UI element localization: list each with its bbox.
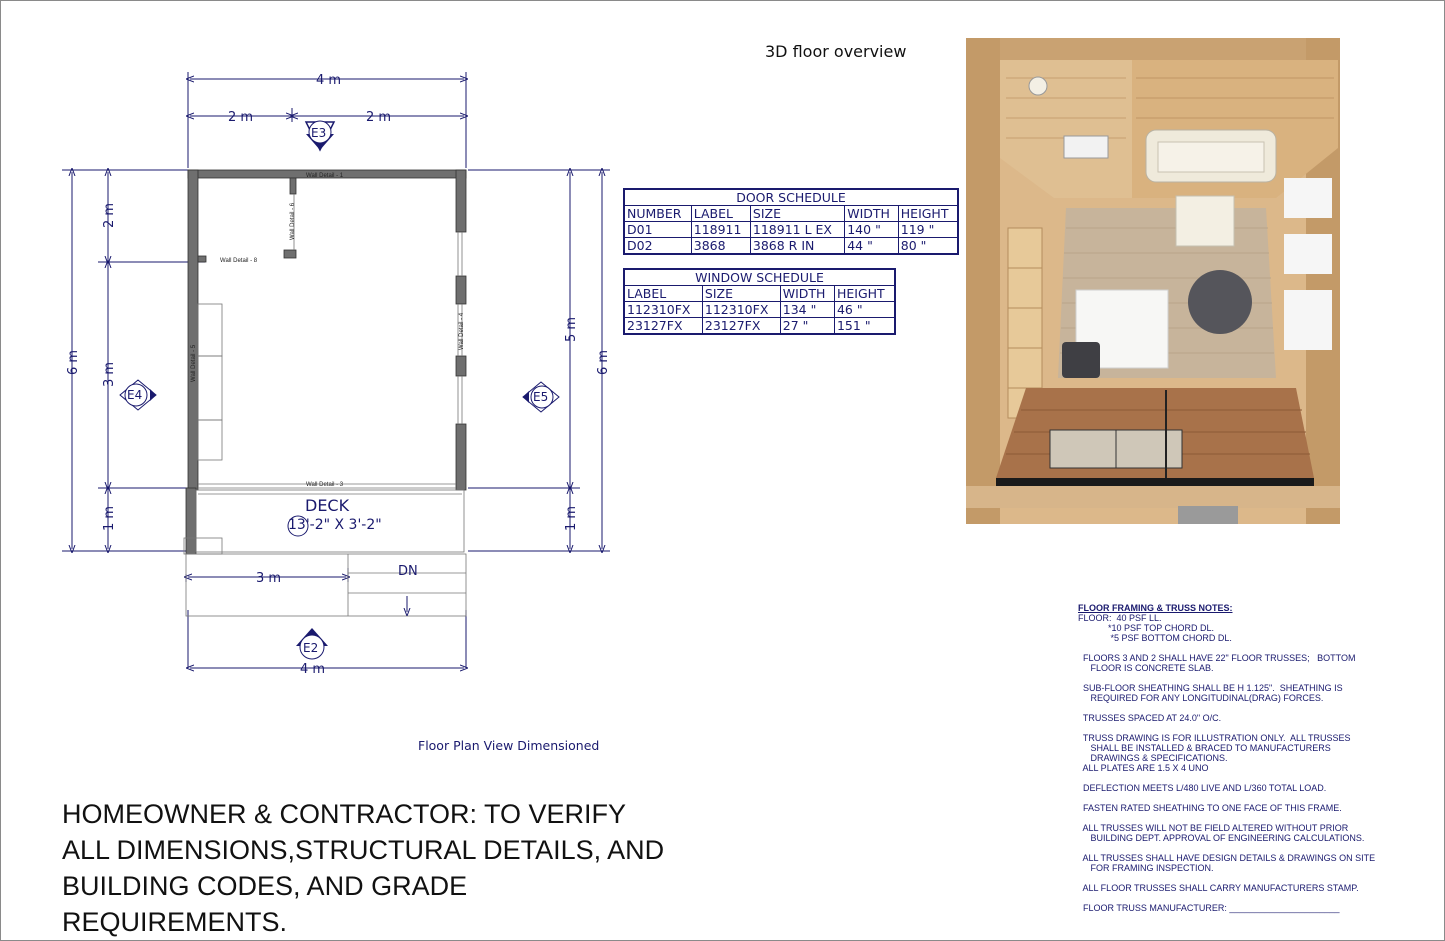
truss-note-line <box>1078 773 1398 783</box>
truss-note-line: BUILDING DEPT. APPROVAL OF ENGINEERING CALCULATIONS. <box>1078 833 1365 843</box>
window-cell: 112310FX <box>624 302 702 318</box>
dim-stair-width: 3 m <box>256 571 282 586</box>
truss-note-line: ALL PLATES ARE 1.5 X 4 UNO <box>1078 763 1209 773</box>
truss-note-line <box>1078 703 1398 713</box>
dim-right-inner: 5 m <box>564 316 579 342</box>
overview-title: 3D floor overview <box>765 42 907 61</box>
truss-note-line <box>1078 893 1398 903</box>
window-schedule-title: WINDOW SCHEDULE <box>624 269 895 286</box>
3d-floor-overview-render <box>966 38 1340 524</box>
truss-note-line: FLOOR: 40 PSF LL. <box>1078 613 1162 623</box>
wall-detail-1-label: Wall Detail - 1 <box>306 173 344 179</box>
deck-size: 13'-2" X 3'-2" <box>288 517 382 533</box>
door-header: WIDTH <box>845 206 899 222</box>
door-cell: 119 " <box>898 222 958 238</box>
truss-note-line: SUB-FLOOR SHEATHING SHALL BE H 1.125". SHEATHING IS <box>1078 683 1343 693</box>
window-cell: 151 " <box>834 318 895 335</box>
door-header: LABEL <box>691 206 750 222</box>
truss-note-line: TRUSSES SPACED AT 24.0" O/C. <box>1078 713 1222 723</box>
wall-detail-8-label: Wall Detail - 8 <box>220 258 258 264</box>
window-cell: 27 " <box>780 318 834 335</box>
elevation-label-e2: E2 <box>303 641 319 655</box>
truss-note-line: FLOOR TRUSS MANUFACTURER: ______________________ <box>1078 903 1340 913</box>
truss-note-line <box>1078 793 1398 803</box>
door-cell: 44 " <box>845 238 899 255</box>
verify-line: REQUIREMENTS. <box>62 907 288 937</box>
verify-line: ALL DIMENSIONS,STRUCTURAL DETAILS, AND <box>62 835 665 865</box>
truss-notes <box>1078 603 1398 913</box>
verify-line: BUILDING CODES, AND GRADE <box>62 871 468 901</box>
table-row <box>624 302 895 318</box>
truss-note-line <box>1078 723 1398 733</box>
dim-top-left: 2 m <box>228 110 254 125</box>
window-cell: 46 " <box>834 302 895 318</box>
truss-note-line: FLOORS 3 AND 2 SHALL HAVE 22" FLOOR TRUSSES; BOTTOM <box>1078 653 1356 663</box>
verify-line: HOMEOWNER & CONTRACTOR: TO VERIFY <box>62 799 627 829</box>
door-schedule <box>623 188 959 255</box>
truss-note-line <box>1078 643 1398 653</box>
window-header: WIDTH <box>780 286 834 302</box>
dim-left-mid: 3 m <box>102 361 117 387</box>
truss-note-line: ALL TRUSSES WILL NOT BE FIELD ALTERED WITHOUT PRIOR <box>1078 823 1349 833</box>
table-row <box>624 222 958 238</box>
stair-down-label: DN <box>398 564 418 579</box>
door-cell: 118911 L EX <box>750 222 844 238</box>
door-cell: 140 " <box>845 222 899 238</box>
west-wall <box>188 170 198 490</box>
door-cell: 3868 R IN <box>750 238 844 255</box>
wall-detail-3-label: Wall Detail - 3 <box>306 482 344 488</box>
door-cell: D01 <box>624 222 691 238</box>
dim-left-top: 2 m <box>102 202 117 228</box>
window-header: LABEL <box>624 286 702 302</box>
truss-note-line: *10 PSF TOP CHORD DL. <box>1078 623 1215 633</box>
truss-note-line: *5 PSF BOTTOM CHORD DL. <box>1078 633 1232 643</box>
dim-top-right: 2 m <box>366 110 392 125</box>
door-header: SIZE <box>750 206 844 222</box>
door-header: HEIGHT <box>898 206 958 222</box>
dim-right-bottom: 1 m <box>564 505 579 531</box>
table-row <box>624 238 958 255</box>
window-cell: 112310FX <box>702 302 780 318</box>
door-cell: 118911 <box>691 222 750 238</box>
truss-note-line <box>1078 673 1398 683</box>
truss-note-line: FOR FRAMING INSPECTION. <box>1078 863 1214 873</box>
dim-right-outer: 6 m <box>596 349 611 375</box>
dim-left-outer: 6 m <box>66 349 81 375</box>
deck-label: DECK <box>305 496 350 515</box>
window-header: HEIGHT <box>834 286 895 302</box>
plan-caption: Floor Plan View Dimensioned <box>418 738 600 753</box>
truss-note-line: FASTEN RATED SHEATHING TO ONE FACE OF THIS FRAME. <box>1078 803 1342 813</box>
verify-note <box>62 796 762 940</box>
wall-detail-4-label: Wall Detail - 4 <box>459 312 465 350</box>
truss-note-line: ALL TRUSSES SHALL HAVE DESIGN DETAILS & DRAWINGS ON SITE <box>1078 853 1376 863</box>
truss-note-line: DRAWINGS & SPECIFICATIONS. <box>1078 753 1228 763</box>
door-cell: 80 " <box>898 238 958 255</box>
elevation-label-e4: E4 <box>127 388 143 402</box>
wall-detail-5-label: Wall Detail - 5 <box>191 344 197 382</box>
truss-note-line <box>1078 843 1398 853</box>
dim-top-total: 4 m <box>316 73 342 88</box>
truss-note-line: ALL FLOOR TRUSSES SHALL CARRY MANUFACTURERS STAMP. <box>1078 883 1359 893</box>
window-cell: 134 " <box>780 302 834 318</box>
truss-note-line: DEFLECTION MEETS L/480 LIVE AND L/360 TOTAL LOAD. <box>1078 783 1327 793</box>
truss-note-line <box>1078 813 1398 823</box>
dim-left-bottom: 1 m <box>102 505 117 531</box>
truss-note-line: REQUIRED FOR ANY LONGITUDINAL(DRAG) FORCES. <box>1078 693 1324 703</box>
floor-plan-drawing <box>0 0 700 720</box>
truss-note-line: SHALL BE INSTALLED & BRACED TO MANUFACTURERS <box>1078 743 1331 753</box>
door-header: NUMBER <box>624 206 691 222</box>
window-cell: 23127FX <box>702 318 780 335</box>
truss-note-line: FLOOR IS CONCRETE SLAB. <box>1078 663 1214 673</box>
dim-bottom-total: 4 m <box>300 662 326 677</box>
elevation-label-e3: E3 <box>311 126 327 140</box>
wall-detail-6-label: Wall Detail - 6 <box>290 202 296 240</box>
door-schedule-title: DOOR SCHEDULE <box>624 189 958 206</box>
window-schedule <box>623 268 896 335</box>
door-cell: 3868 <box>691 238 750 255</box>
truss-note-line: TRUSS DRAWING IS FOR ILLUSTRATION ONLY. ALL TRUSSES <box>1078 733 1351 743</box>
elevation-label-e5: E5 <box>533 390 549 404</box>
table-row <box>624 318 895 335</box>
truss-notes-title: FLOOR FRAMING & TRUSS NOTES: <box>1078 603 1233 613</box>
window-header: SIZE <box>702 286 780 302</box>
truss-note-line <box>1078 873 1398 883</box>
window-cell: 23127FX <box>624 318 702 335</box>
door-cell: D02 <box>624 238 691 255</box>
